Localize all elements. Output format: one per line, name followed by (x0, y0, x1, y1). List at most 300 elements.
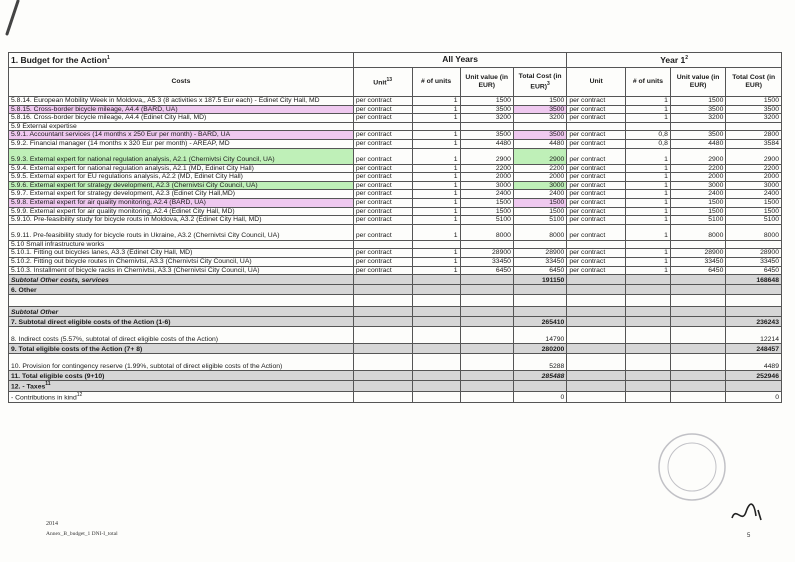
summary-total-y1 (726, 295, 782, 307)
budget-row (9, 148, 782, 164)
summary-total-y1: 4489 (726, 354, 782, 371)
units-y1-cell: 1 (626, 216, 671, 225)
empty-cell (567, 307, 626, 317)
unit-cell: per contract (353, 257, 412, 266)
signature-mark (728, 496, 768, 526)
units-cell: 1 (412, 114, 460, 123)
empty-cell (567, 285, 626, 295)
budget-row (9, 198, 782, 207)
cost-label: 5.9.8. External expert for air quality monitoring, A2.4 (BARD, UA) (9, 198, 354, 207)
unit-cell: per contract (353, 249, 412, 258)
total-cost-cell: 1500 (513, 207, 566, 216)
page-number: 5 (747, 533, 751, 539)
unit-cell: per contract (353, 131, 412, 140)
header-unit-value: Unit value (in EUR) (460, 68, 513, 97)
unit-value-y1-cell: 2400 (670, 190, 726, 199)
units-y1-cell: 1 (626, 97, 671, 106)
unit-value-y1-cell: 1500 (670, 207, 726, 216)
unit-value-y1-cell: 3200 (670, 114, 726, 123)
budget-row (9, 139, 782, 148)
empty-cell (567, 391, 626, 402)
summary-total-y1 (726, 307, 782, 317)
total-cost-cell: 2000 (513, 173, 566, 182)
units-cell: 1 (412, 216, 460, 225)
units-y1-cell: 1 (626, 164, 671, 173)
empty-cell (353, 344, 412, 354)
unit-value-cell: 3500 (460, 131, 513, 140)
cost-label: 5.9.2. Financial manager (14 months x 320 Eur per month) - AREAP, MD (9, 139, 354, 148)
unit-value-cell: 6450 (460, 266, 513, 275)
summary-total: 14790 (513, 327, 566, 344)
unit-cell (353, 122, 412, 131)
unit-cell: per contract (353, 97, 412, 106)
units-cell (412, 240, 460, 249)
unit-y1-cell: per contract (567, 198, 626, 207)
budget-row (9, 190, 782, 199)
budget-row (9, 131, 782, 140)
summary-row (9, 381, 782, 392)
unit-value-y1-cell (670, 122, 726, 131)
summary-row (9, 371, 782, 381)
summary-label-text: 10. Provision for contingency reserve (1.99%, subtotal of direct eligible costs of the Action) (11, 362, 283, 370)
total-cost-y1-cell (726, 240, 782, 249)
unit-cell: per contract (353, 164, 412, 173)
unit-value-cell: 3000 (460, 181, 513, 190)
empty-cell (412, 285, 460, 295)
summary-total-y1: 248457 (726, 344, 782, 354)
unit-y1-cell: per contract (567, 97, 626, 106)
summary-total: 0 (513, 391, 566, 402)
empty-cell (670, 344, 726, 354)
budget-row (9, 207, 782, 216)
header-total-cost: Total Cost (in EUR)$^3$ (513, 68, 566, 97)
unit-y1-cell (567, 240, 626, 249)
unit-value-cell: 2400 (460, 190, 513, 199)
empty-cell (412, 391, 460, 402)
summary-label (9, 391, 354, 402)
empty-cell (626, 295, 671, 307)
empty-cell (567, 344, 626, 354)
empty-cell (626, 327, 671, 344)
unit-value-cell (460, 240, 513, 249)
units-cell: 1 (412, 249, 460, 258)
header-units: # of units (412, 68, 460, 97)
empty-cell (412, 317, 460, 327)
empty-cell (412, 354, 460, 371)
total-cost-cell: 3500 (513, 105, 566, 114)
empty-cell (412, 307, 460, 317)
summary-label-text: 8. Indirect costs (5.57%, subtotal of direct eligible costs of the Action) (11, 335, 219, 343)
unit-y1-cell: per contract (567, 114, 626, 123)
unit-cell: per contract (353, 148, 412, 164)
summary-label (9, 295, 354, 307)
summary-row (9, 285, 782, 295)
units-y1-cell: 1 (626, 181, 671, 190)
footer-file: Annex_B_budget_1 DNI-I_total (46, 531, 118, 537)
empty-cell (670, 381, 726, 392)
official-stamp (655, 430, 730, 505)
title-row (9, 53, 782, 68)
total-cost-y1-cell: 1500 (726, 198, 782, 207)
section-title: 1. Budget for the Action$^1$ (9, 53, 354, 68)
summary-total-y1 (726, 381, 782, 392)
empty-cell (460, 381, 513, 392)
summary-label (9, 354, 354, 371)
units-y1-cell: 1 (626, 114, 671, 123)
total-cost-cell: 2900 (513, 148, 566, 164)
unit-value-y1-cell: 5100 (670, 216, 726, 225)
summary-label-text: Subtotal Other (11, 308, 59, 316)
summary-row (9, 327, 782, 344)
empty-cell (670, 371, 726, 381)
unit-value-cell: 1500 (460, 198, 513, 207)
units-y1-cell: 1 (626, 148, 671, 164)
budget-row (9, 164, 782, 173)
summary-row (9, 307, 782, 317)
empty-cell (353, 317, 412, 327)
unit-value-cell: 1500 (460, 97, 513, 106)
summary-label (9, 275, 354, 285)
unit-cell: per contract (353, 207, 412, 216)
total-cost-cell (513, 122, 566, 131)
unit-value-cell: 5100 (460, 216, 513, 225)
cost-label: 5.9.7. External expert for strategy development, A2.3 (Edinet City Hall,MD) (9, 190, 354, 199)
empty-cell (626, 344, 671, 354)
summary-label (9, 344, 354, 354)
unit-y1-cell: per contract (567, 190, 626, 199)
budget-sheet (8, 52, 782, 403)
summary-total-y1: 252946 (726, 371, 782, 381)
units-y1-cell: 1 (626, 207, 671, 216)
empty-cell (353, 275, 412, 285)
unit-value-cell: 4480 (460, 139, 513, 148)
cost-label: 5.8.16. Cross-border bicycle mileage, A4.4 (Edinet City Hall, MD) (9, 114, 354, 123)
empty-cell (626, 371, 671, 381)
summary-total (513, 295, 566, 307)
units-cell: 1 (412, 207, 460, 216)
empty-cell (412, 371, 460, 381)
summary-row (9, 275, 782, 285)
total-cost-y1-cell: 28900 (726, 249, 782, 258)
total-cost-y1-cell: 3584 (726, 139, 782, 148)
empty-cell (460, 285, 513, 295)
cost-label: 5.9 External expertise (9, 122, 354, 131)
unit-value-y1-cell: 2900 (670, 148, 726, 164)
total-cost-cell: 3000 (513, 181, 566, 190)
unit-value-y1-cell: 8000 (670, 224, 726, 240)
summary-label (9, 317, 354, 327)
unit-cell: per contract (353, 224, 412, 240)
unit-cell (353, 240, 412, 249)
unit-value-cell: 2000 (460, 173, 513, 182)
header-costs: Costs (9, 68, 354, 97)
empty-cell (670, 295, 726, 307)
unit-value-cell: 28900 (460, 249, 513, 258)
summary-row (9, 354, 782, 371)
unit-cell: per contract (353, 216, 412, 225)
cost-label: 5.10.1. Fitting out bicycles lanes, A3.3 (Edinet City Hall, MD) (9, 249, 354, 258)
empty-cell (626, 317, 671, 327)
total-cost-y1-cell: 3500 (726, 105, 782, 114)
total-cost-cell: 3500 (513, 131, 566, 140)
unit-cell: per contract (353, 114, 412, 123)
empty-cell (353, 295, 412, 307)
unit-value-y1-cell: 1500 (670, 97, 726, 106)
summary-label-text: - Contributions in kind (11, 394, 77, 402)
header-unit: Unit$^{13}$ (353, 68, 412, 97)
empty-cell (670, 307, 726, 317)
empty-cell (412, 327, 460, 344)
units-cell: 1 (412, 224, 460, 240)
units-y1-cell: 1 (626, 224, 671, 240)
total-cost-cell: 28900 (513, 249, 566, 258)
units-cell: 1 (412, 198, 460, 207)
summary-total-y1: 12214 (726, 327, 782, 344)
total-cost-y1-cell: 2400 (726, 190, 782, 199)
empty-cell (567, 317, 626, 327)
unit-y1-cell: per contract (567, 216, 626, 225)
units-y1-cell: 1 (626, 266, 671, 275)
cost-label: 5.9.11. Pre-feasibility study for bicycle routs in Ukraine, A3.2 (Chernivtsi City Council, UA) (9, 224, 354, 240)
units-cell (412, 122, 460, 131)
empty-cell (670, 285, 726, 295)
total-cost-y1-cell: 1500 (726, 207, 782, 216)
units-y1-cell (626, 122, 671, 131)
empty-cell (670, 391, 726, 402)
group-year1: Year $1^2$ (567, 53, 782, 68)
total-cost-y1-cell: 33450 (726, 257, 782, 266)
unit-cell: per contract (353, 190, 412, 199)
empty-cell (670, 317, 726, 327)
header-units-y1: # of units (626, 68, 671, 97)
summary-label (9, 381, 354, 392)
budget-row (9, 114, 782, 123)
unit-value-cell (460, 122, 513, 131)
unit-cell: per contract (353, 198, 412, 207)
units-y1-cell (626, 240, 671, 249)
summary-label-text: Subtotal Other costs, services (11, 276, 109, 284)
empty-cell (412, 295, 460, 307)
units-y1-cell: 0,8 (626, 131, 671, 140)
summary-label-text: 7. Subtotal direct eligible costs of the Action (1-6) (11, 318, 171, 326)
empty-cell (626, 381, 671, 392)
summary-row (9, 391, 782, 402)
units-cell: 1 (412, 131, 460, 140)
empty-cell (567, 295, 626, 307)
unit-value-cell: 2200 (460, 164, 513, 173)
summary-row (9, 317, 782, 327)
empty-cell (460, 307, 513, 317)
budget-row (9, 216, 782, 225)
total-cost-y1-cell: 3200 (726, 114, 782, 123)
cost-label: 5.10.3. Installment of bicycle racks in Chernivtsi, A3.3 (Chernivtsi City Council, UA) (9, 266, 354, 275)
unit-value-cell: 33450 (460, 257, 513, 266)
budget-table (8, 52, 782, 403)
budget-row (9, 249, 782, 258)
summary-total-y1 (726, 285, 782, 295)
empty-cell (626, 391, 671, 402)
unit-y1-cell: per contract (567, 257, 626, 266)
empty-cell (626, 354, 671, 371)
summary-total (513, 381, 566, 392)
cost-label: 5.9.5. External expert for EU regulations analysis, A2.2 (MD, Edinet City Hall) (9, 173, 354, 182)
total-cost-cell: 6450 (513, 266, 566, 275)
summary-total-y1: 236243 (726, 317, 782, 327)
budget-row (9, 122, 782, 131)
unit-value-y1-cell: 1500 (670, 198, 726, 207)
budget-row (9, 181, 782, 190)
empty-cell (460, 295, 513, 307)
unit-y1-cell: per contract (567, 139, 626, 148)
empty-cell (626, 307, 671, 317)
total-cost-cell: 1500 (513, 97, 566, 106)
budget-row (9, 240, 782, 249)
empty-cell (460, 391, 513, 402)
empty-cell (460, 371, 513, 381)
empty-cell (412, 275, 460, 285)
cost-label: 5.9.3. External expert for national regulation analysis, A2.1 (Chernivtsi City Council, UA) (9, 148, 354, 164)
unit-cell: per contract (353, 181, 412, 190)
cost-label: 5.8.15. Cross-border bicycle mileage, A4.4 (BARD, UA) (9, 105, 354, 114)
empty-cell (670, 327, 726, 344)
empty-cell (460, 275, 513, 285)
total-cost-y1-cell: 6450 (726, 266, 782, 275)
empty-cell (353, 285, 412, 295)
unit-cell: per contract (353, 173, 412, 182)
empty-cell (412, 381, 460, 392)
total-cost-y1-cell: 1500 (726, 97, 782, 106)
empty-cell (460, 317, 513, 327)
empty-cell (567, 371, 626, 381)
budget-row (9, 173, 782, 182)
empty-cell (567, 354, 626, 371)
summary-label (9, 307, 354, 317)
budget-row (9, 105, 782, 114)
total-cost-cell: 2200 (513, 164, 566, 173)
units-y1-cell: 1 (626, 198, 671, 207)
empty-cell (353, 371, 412, 381)
header-row (9, 68, 782, 97)
unit-value-cell: 1500 (460, 207, 513, 216)
summary-total: 280200 (513, 344, 566, 354)
summary-label (9, 371, 354, 381)
total-cost-cell: 2400 (513, 190, 566, 199)
unit-value-y1-cell: 33450 (670, 257, 726, 266)
empty-cell (412, 344, 460, 354)
empty-cell (353, 307, 412, 317)
empty-cell (567, 381, 626, 392)
budget-row (9, 224, 782, 240)
header-unit-value-y1: Unit value (in EUR) (670, 68, 726, 97)
unit-value-y1-cell: 3500 (670, 105, 726, 114)
unit-y1-cell: per contract (567, 164, 626, 173)
total-cost-y1-cell: 3000 (726, 181, 782, 190)
units-cell: 1 (412, 257, 460, 266)
summary-row (9, 295, 782, 307)
unit-value-cell: 3200 (460, 114, 513, 123)
budget-row (9, 257, 782, 266)
summary-label-sup: 12 (76, 391, 83, 398)
total-cost-y1-cell: 2900 (726, 148, 782, 164)
total-cost-cell (513, 240, 566, 249)
summary-label-text: 6. Other (11, 286, 37, 294)
units-y1-cell: 1 (626, 249, 671, 258)
cost-label: 5.9.10. Pre-feasibility study for bicycle routs in Moldova, A3.2 (Edinet City Hall, MD) (9, 216, 354, 225)
unit-value-y1-cell: 3500 (670, 131, 726, 140)
units-cell: 1 (412, 148, 460, 164)
budget-row (9, 266, 782, 275)
empty-cell (670, 354, 726, 371)
summary-total (513, 307, 566, 317)
cost-label: 5.10 Small infrastructure works (9, 240, 354, 249)
total-cost-cell: 33450 (513, 257, 566, 266)
units-cell: 1 (412, 139, 460, 148)
units-cell: 1 (412, 173, 460, 182)
cost-label: 5.9.6. External expert for strategy development, A2.3 (Chernivtsi City Council, UA) (9, 181, 354, 190)
total-cost-y1-cell: 2000 (726, 173, 782, 182)
summary-label-text: 12. - Taxes (11, 383, 46, 391)
cost-label: 5.8.14. European Mobility Week in Moldova,, A5.3 (8 activities x 187.5 Eur each) - Edinet City Hall, MD (9, 97, 354, 106)
summary-total: 285488 (513, 371, 566, 381)
cost-label: 5.9.1. Accountant services (14 months x 250 Eur per month) - BARD, UA (9, 131, 354, 140)
summary-total (513, 285, 566, 295)
unit-y1-cell: per contract (567, 105, 626, 114)
units-cell: 1 (412, 181, 460, 190)
empty-cell (353, 391, 412, 402)
total-cost-y1-cell: 8000 (726, 224, 782, 240)
summary-label-text: 11. Total eligible costs (9+10) (11, 372, 105, 380)
empty-cell (567, 327, 626, 344)
units-y1-cell: 1 (626, 105, 671, 114)
total-cost-y1-cell: 2800 (726, 131, 782, 140)
total-cost-y1-cell: 2200 (726, 164, 782, 173)
empty-cell (626, 275, 671, 285)
unit-y1-cell (567, 122, 626, 131)
corner-pen-mark (4, 0, 20, 36)
summary-total-y1: 0 (726, 391, 782, 402)
unit-value-y1-cell: 2000 (670, 173, 726, 182)
budget-row (9, 97, 782, 106)
unit-y1-cell: per contract (567, 148, 626, 164)
unit-y1-cell: per contract (567, 266, 626, 275)
summary-label-sup: 11 (45, 381, 51, 388)
unit-value-cell: 8000 (460, 224, 513, 240)
empty-cell (567, 275, 626, 285)
unit-value-y1-cell (670, 240, 726, 249)
unit-value-y1-cell: 6450 (670, 266, 726, 275)
header-total-cost-y1: Total Cost (in EUR) (726, 68, 782, 97)
cost-label: 5.9.9. External expert for air quality monitoring, A2.4 (Edinet City Hall, MD) (9, 207, 354, 216)
summary-total: 5288 (513, 354, 566, 371)
summary-total: 265410 (513, 317, 566, 327)
unit-value-y1-cell: 3000 (670, 181, 726, 190)
total-cost-cell: 8000 (513, 224, 566, 240)
units-y1-cell: 1 (626, 257, 671, 266)
empty-cell (460, 344, 513, 354)
total-cost-cell: 3200 (513, 114, 566, 123)
total-cost-cell: 4480 (513, 139, 566, 148)
empty-cell (460, 327, 513, 344)
unit-value-y1-cell: 2200 (670, 164, 726, 173)
empty-cell (353, 327, 412, 344)
units-y1-cell: 0,8 (626, 139, 671, 148)
empty-cell (353, 354, 412, 371)
unit-cell: per contract (353, 105, 412, 114)
total-cost-cell: 1500 (513, 198, 566, 207)
summary-row (9, 344, 782, 354)
unit-y1-cell: per contract (567, 249, 626, 258)
unit-cell: per contract (353, 139, 412, 148)
